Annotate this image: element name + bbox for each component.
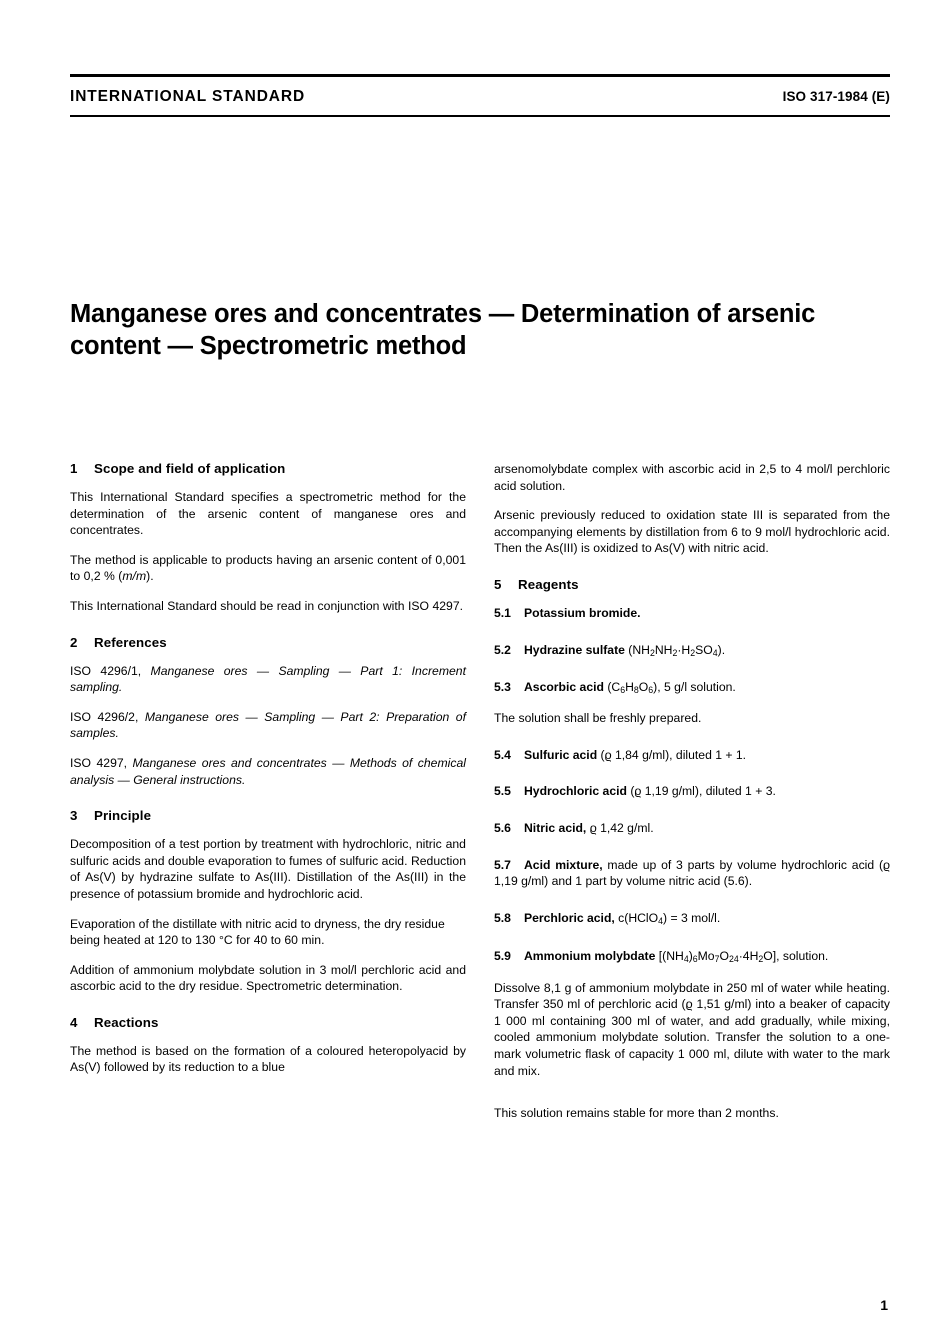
body-columns — [70, 461, 890, 1122]
reagent-name: Acid mixture, — [524, 857, 603, 872]
reagent-detail: made up of 3 parts by volume hydrochloric acid (ϱ 1,19 g/ml) and 1 part by volume nitric acid (5.6). — [494, 857, 890, 889]
reagent-number: 5.2 — [494, 642, 511, 657]
scope-p2-italic: m/m — [122, 569, 147, 584]
reference-item — [70, 663, 466, 696]
scope-paragraph-1: This International Standard specifies a spectrometric method for the determination of the arsenic content of manganese ores and concentrates. — [70, 490, 466, 538]
reference-item — [70, 755, 466, 788]
reagent-item-5-5 — [494, 783, 890, 800]
principle-paragraph-2: Evaporation of the distillate with nitric acid to dryness, the dry residue being heated at 120 to 130 °C for 40 to 60 min. — [70, 916, 445, 948]
section-heading-references — [70, 635, 466, 650]
reagent-number: 5.8 — [494, 910, 511, 925]
reagent-name: Sulfuric acid — [524, 747, 598, 762]
reagent-detail: (ϱ 1,19 g/ml), diluted 1 + 3. — [626, 784, 776, 799]
scope-p2-text-b: ). — [146, 569, 154, 584]
reagent-item-5-8 — [494, 910, 890, 928]
reactions-paragraph-1-left: The method is based on the formation of a coloured heteropolyacid by As(V) followed by its reduction to a blue — [70, 1043, 466, 1075]
left-column — [70, 461, 466, 1122]
reagent-detail: $[(NH_4)_6Mo_7O_{24}\cdot 4H_2O]$, solution. — [655, 948, 829, 964]
header-standard-number: ISO 317-1984 (E) — [782, 89, 890, 104]
header-title-left: INTERNATIONAL STANDARD — [70, 88, 306, 105]
reagent-number: 5.9 — [494, 948, 511, 963]
reagent-detail: $(NH_2NH_2\cdot H_2SO_4)$. — [624, 642, 726, 658]
reagent-item-5-9 — [494, 948, 890, 966]
scope-paragraph-3: This International Standard should be read in conjunction with ISO 4297. — [70, 598, 464, 613]
reagent-note-5-9-a: Dissolve 8,1 g of ammonium molybdate in 250 ml of water while heating. Transfer 350 ml of perchloric acid (ϱ 1,51 g/ml) into a beaker of capacity 1 000 ml containing 300 ml of water, and add gradually, while mixing, cooled ammonium molybdate solution. Transfer the solution to a one-mark volumetric flask of capacity 1 000 ml, dilute with water to the mark and mix. — [494, 980, 890, 1078]
reagent-note-5-9-b: This solution remains stable for more than 2 months. — [494, 1106, 779, 1121]
reagent-item-5-7 — [494, 857, 890, 890]
reference-title: Manganese ores and concentrates — Methods of chemical analysis — General instructions. — [70, 755, 466, 787]
reference-code: ISO 4297, — [70, 755, 133, 770]
section-number-2: 2 — [70, 634, 78, 650]
section-number-4: 4 — [70, 1014, 78, 1030]
section-label-5: Reagents — [518, 576, 579, 592]
page-title: Manganese ores and concentrates — Determination of arsenic content — Spectrometric method — [70, 300, 816, 361]
scope-p2-text-a: The method is applicable to products having an arsenic content of 0,001 to 0,2 % ( — [70, 552, 466, 584]
reagent-name: Ascorbic acid — [524, 680, 604, 695]
section-number-5: 5 — [494, 576, 502, 592]
reagent-note-5-3: The solution shall be freshly prepared. — [494, 711, 702, 726]
reagent-number: 5.5 — [494, 784, 511, 799]
reactions-paragraph-1-right: arsenomolybdate complex with ascorbic acid in 2,5 to 4 mol/l perchloric acid solution. — [494, 462, 890, 493]
section-label-2: References — [94, 634, 167, 650]
page-number: 1 — [880, 1297, 888, 1313]
reference-title: Manganese ores — Sampling — Part 1: Increment sampling. — [70, 663, 466, 695]
principle-paragraph-3: Addition of ammonium molybdate solution in 3 mol/l perchloric acid and ascorbic acid to the dry residue. Spectrometric determination. — [70, 962, 466, 994]
reagent-name: Potassium bromide. — [524, 605, 641, 620]
reagent-number: 5.6 — [494, 821, 511, 836]
section-label-3: Principle — [94, 808, 152, 824]
reagent-name: Perchloric acid, — [524, 910, 615, 925]
section-heading-principle — [70, 808, 466, 823]
section-number-1: 1 — [70, 461, 78, 476]
reagent-number: 5.3 — [494, 680, 511, 695]
section-label-4: Reactions — [94, 1014, 159, 1030]
reagent-name: Hydrazine sulfate — [524, 642, 625, 657]
header-rule-bottom — [70, 115, 890, 117]
header-row — [70, 77, 890, 115]
reagent-name: Hydrochloric acid — [524, 784, 627, 799]
section-heading-reactions — [70, 1015, 466, 1030]
reagent-item-5-6 — [494, 820, 890, 837]
section-number-3: 3 — [70, 808, 78, 824]
reagent-detail: ϱ 1,42 g/ml. — [586, 821, 654, 836]
reagent-detail: $(C_6H_8O_6)$, 5 g/l solution. — [603, 680, 736, 696]
section-heading-reagents — [494, 577, 890, 592]
reagent-item-5-4 — [494, 747, 890, 764]
reagent-number: 5.1 — [494, 605, 511, 620]
reference-title: Manganese ores — Sampling — Part 2: Preparation of samples. — [70, 709, 466, 741]
reference-code: ISO 4296/2, — [70, 709, 145, 724]
page-header — [70, 74, 890, 117]
section-label-1: Scope and field of application — [94, 461, 286, 476]
reagent-number: 5.7 — [494, 857, 511, 872]
principle-paragraph-1: Decomposition of a test portion by treatment with hydrochloric, nitric and sulfuric acids and double evaporation to fumes of sulfuric acid. Reduction of As(V) by hydrazine sulfate to As(III). Distillation of the As(III) in the presence of potassium bromide and hydrochloric acid. — [70, 837, 466, 901]
reference-code: ISO 4296/1, — [70, 663, 151, 678]
reagent-name: Nitric acid, — [524, 821, 587, 836]
reagent-item-5-1 — [494, 605, 890, 622]
reagent-item-5-2 — [494, 642, 890, 660]
reference-item — [70, 709, 466, 742]
reagent-number: 5.4 — [494, 747, 511, 762]
section-heading-scope — [70, 461, 466, 476]
scope-paragraph-2 — [70, 552, 466, 585]
reagent-detail: (ϱ 1,84 g/ml), diluted 1 + 1. — [597, 747, 747, 762]
reagent-name: Ammonium molybdate — [524, 948, 656, 963]
reactions-paragraph-2: Arsenic previously reduced to oxidation state III is separated from the accompanying elements by distillation from 6 to 9 mol/l hydrochloric acid. Then the As(III) is oxidized to As(V) with nitric acid. — [494, 508, 890, 556]
right-column — [494, 461, 890, 1122]
reagent-item-5-3 — [494, 679, 890, 697]
reagent-detail: c(HClO$_4$) = 3 mol/l. — [614, 910, 721, 926]
